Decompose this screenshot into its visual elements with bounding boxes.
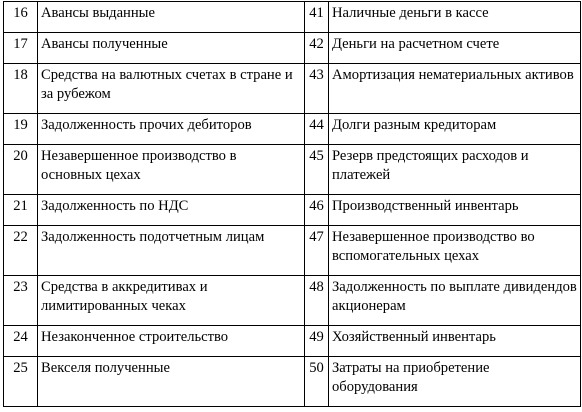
right-item-number: 45 [305,145,329,195]
right-item-name: Задолженность по выплате дивидендов акционерам [329,276,581,326]
right-item-number: 47 [305,226,329,276]
table-row [4,195,581,226]
table-row [4,33,581,64]
left-item-name: Задолженность прочих дебиторов [38,114,305,145]
left-item-number: 25 [4,357,38,407]
right-item-name: Незавершенное производство во вспомогательных цехах [329,226,581,276]
left-item-number: 20 [4,145,38,195]
right-item-number: 50 [305,357,329,407]
left-item-name: Незаконченное строительство [38,326,305,357]
left-item-number: 21 [4,195,38,226]
right-item-name: Долги разным кредиторам [329,114,581,145]
right-item-number: 48 [305,276,329,326]
table-row [4,357,581,407]
table-row [4,114,581,145]
left-item-name: Незавершенное производство в основных цехах [38,145,305,195]
right-item-name: Производственный инвентарь [329,195,581,226]
right-item-number: 46 [305,195,329,226]
left-item-number: 24 [4,326,38,357]
table-row [4,276,581,326]
right-item-name: Деньги на расчетном счете [329,33,581,64]
right-item-name: Затраты на приобретение оборудования [329,357,581,407]
left-item-number: 22 [4,226,38,276]
left-item-name: Задолженность подотчетным лицам [38,226,305,276]
left-item-number: 16 [4,2,38,33]
left-item-name: Векселя полученные [38,357,305,407]
left-item-name: Авансы выданные [38,2,305,33]
left-item-name: Авансы полученные [38,33,305,64]
right-item-number: 42 [305,33,329,64]
left-item-name: Средства на валютных счетах в стране и за рубежом [38,64,305,114]
left-item-name: Средства в аккредитивах и лимитированных чеках [38,276,305,326]
accounts-table-body [4,2,581,407]
right-item-name: Амортизация нематериальных активов [329,64,581,114]
left-item-number: 19 [4,114,38,145]
right-item-number: 43 [305,64,329,114]
left-item-number: 18 [4,64,38,114]
right-item-name: Резерв предстоящих расходов и платежей [329,145,581,195]
left-item-name: Задолженность по НДС [38,195,305,226]
table-row [4,145,581,195]
right-item-name: Наличные деньги в кассе [329,2,581,33]
right-item-number: 44 [305,114,329,145]
right-item-number: 41 [305,2,329,33]
accounts-table [3,1,581,407]
table-row [4,64,581,114]
table-row [4,226,581,276]
table-row [4,2,581,33]
right-item-name: Хозяйственный инвентарь [329,326,581,357]
table-row [4,326,581,357]
left-item-number: 17 [4,33,38,64]
left-item-number: 23 [4,276,38,326]
right-item-number: 49 [305,326,329,357]
